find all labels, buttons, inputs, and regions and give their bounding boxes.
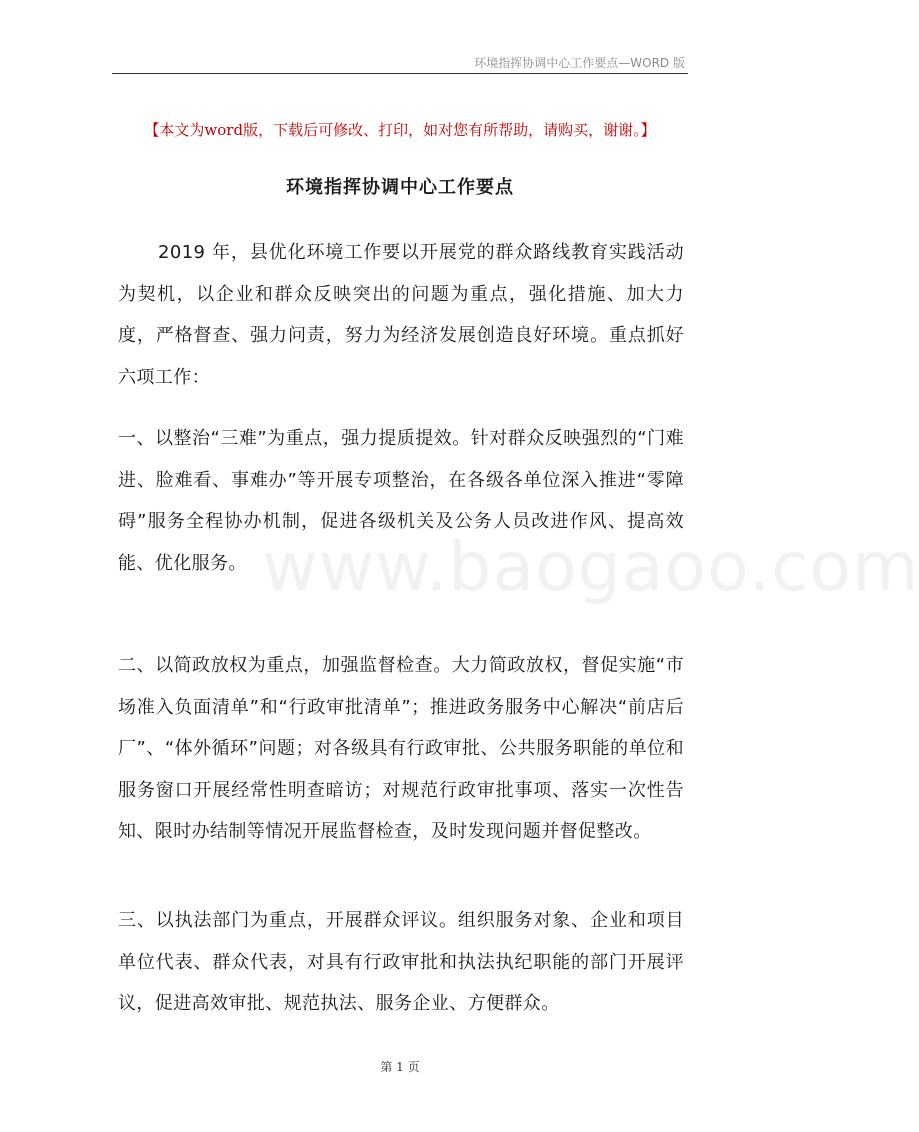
purchase-notice: 【本文为word版，下载后可修改、打印，如对您有所帮助，请购买，谢谢。】 [144,121,656,139]
paragraph-item-one: 一、以整治“三难”为重点，强力提质提效。针对群众反映强烈的“门难进、脸难看、事难办”等开展专项整治，在各级各单位深入推进“零障碍”服务全程协办机制，促进各级机关及公务人员改进作风、提高效能、优化服务。 [118,428,684,574]
document-title: 环境指挥协调中心工作要点 [286,177,514,198]
paragraph-item-three: 三、以执法部门为重点，开展群众评议。组织服务对象、企业和项目单位代表、群众代表，对具有行政审批和执法执纪职能的部门开展评议，促进高效审批、规范执法、服务企业、方便群众。 [118,910,684,1014]
paragraph-item-two: 二、以简政放权为重点，加强监督检查。大力简政放权，督促实施“市场准入负面清单”和“行政审批清单”；推进政务服务中心解决“前店后厂”、“体外循环”问题；对各级具有行政审批、公共服务职能的单位和服务窗口开展经常性明查暗访；对规范行政审批事项、落实一次性告知、限时办结制等情况开展监督检查，及时发现问题并督促整改。 [118,655,684,842]
paragraph-intro: 2019 年，县优化环境工作要以开展党的群众路线教育实践活动为契机，以企业和群众反映突出的问题为重点，强化措施、加大力度，严格督查、强力问责，努力为经济发展创造良好环境。重点抓好六项工作： [118,242,684,388]
watermark: www.baogaoo.com [262,528,919,607]
header-divider [112,73,688,74]
running-header: 环境指挥协调中心工作要点—WORD 版 [474,56,685,70]
page-number: 第 1 页 [380,1060,420,1074]
